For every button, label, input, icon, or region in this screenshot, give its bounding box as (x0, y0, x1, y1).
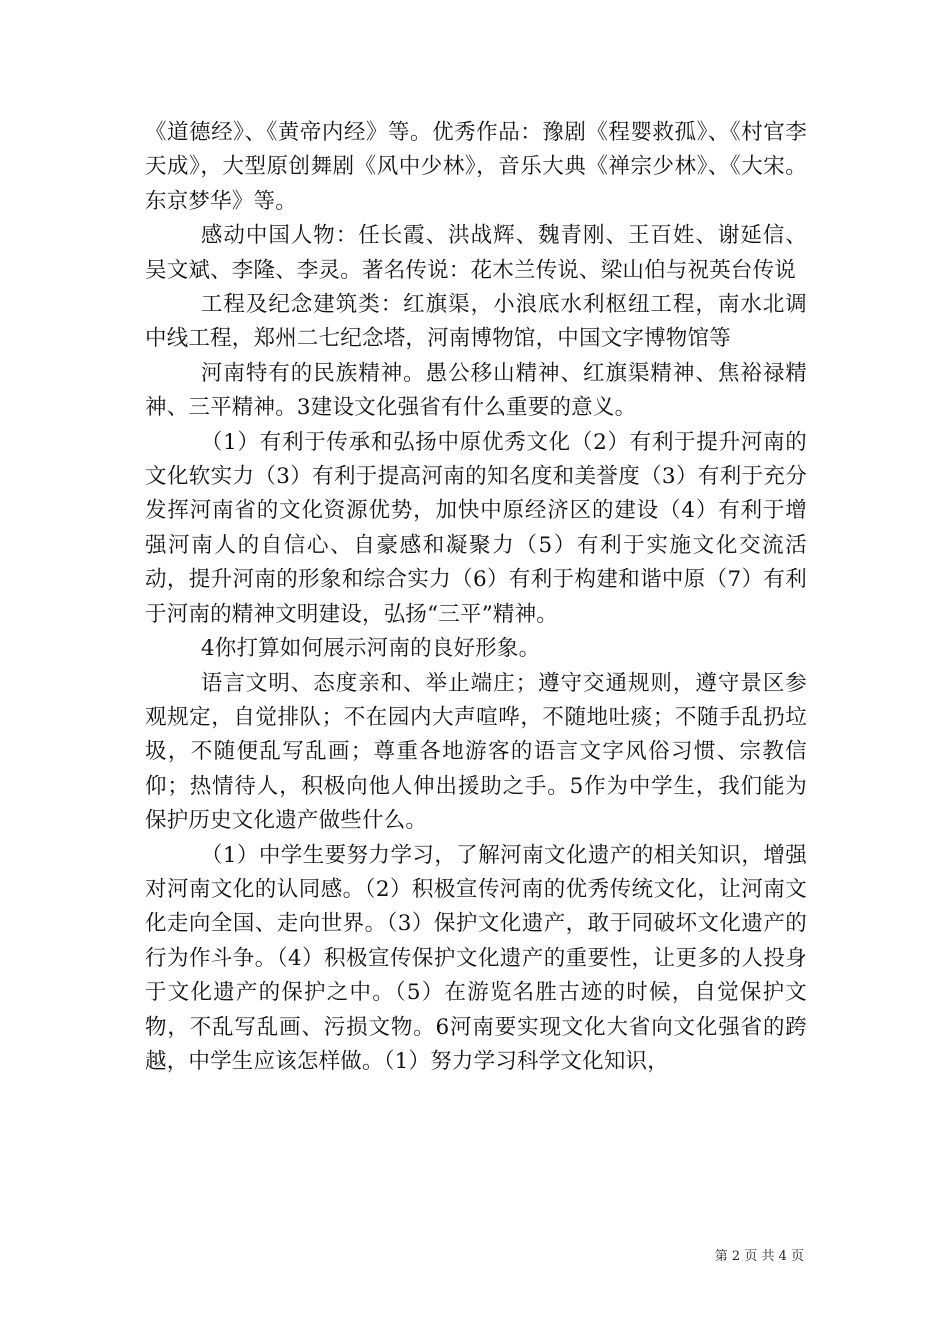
paragraph-4: 河南特有的民族精神。愚公移山精神、红旗渠精神、焦裕禄精神、三平精神。3建设文化强省有什么重要的意义。 (145, 360, 807, 421)
document-body (145, 116, 807, 1079)
paragraph-2: 感动中国人物：任长霞、洪战辉、魏青刚、王百姓、谢延信、吴文斌、李隆、李灵。著名传说：花木兰传说、梁山伯与祝英台传说 (145, 223, 807, 283)
paragraph-8: （1）中学生要努力学习，了解河南文化遗产的相关知识，增强对河南文化的认同感。（2）积极宣传河南的优秀传统文化，让河南文化走向全国、走向世界。（3）保护文化遗产，敢于同破坏文化遗产的行为作斗争。（4）积极宣传保护文化遗产的重要性，让更多的人投身于文化遗产的保护之中。（5）在游览名胜古迹的时候，自觉保护文物，不乱写乱画、污损文物。6河南要实现文化大省向文化强省的跨越，中学生应该怎样做。（1）努力学习科学文化知识， (145, 842, 807, 1074)
paragraph-7: 语言文明、态度亲和、举止端庄；遵守交通规则，遵守景区参观规定，自觉排队；不在园内大声喧哗，不随地吐痰；不随手乱扔垃圾，不随便乱写乱画；尊重各地游客的语言文字风俗习惯、宗教信仰；热情待人，积极向他人伸出援助之手。5作为中学生，我们能为保护历史文化遗产做些什么。 (145, 670, 807, 834)
paragraph-5: （1）有利于传承和弘扬中原优秀文化（2）有利于提升河南的文化软实力（3）有利于提高河南的知名度和美誉度（3）有利于充分发挥河南省的文化资源优势，加快中原经济区的建设（4）有利于增强河南人的自信心、自豪感和凝聚力（5）有利于实施文化交流活动，提升河南的形象和综合实力（6）有利于构建和谐中原（7）有利于河南的精神文明建设，弘扬“三平”精神。 (145, 429, 807, 627)
page-number-footer: 第 2 页 共 4 页 (714, 1249, 804, 1264)
paragraph-1: 《道德经》、《黄帝内经》等。优秀作品：豫剧《程婴救孤》、《村官李天成》，大型原创舞剧《风中少林》，音乐大典《禅宗少林》、《大宋。东京梦华》等。 (145, 120, 807, 214)
paragraph-6: 4你打算如何展示河南的良好形象。 (200, 636, 541, 662)
paragraph-3: 工程及纪念建筑类：红旗渠，小浪底水利枢纽工程，南水北调中线工程，郑州二七纪念塔，河南博物馆，中国文字博物馆等 (145, 292, 807, 352)
